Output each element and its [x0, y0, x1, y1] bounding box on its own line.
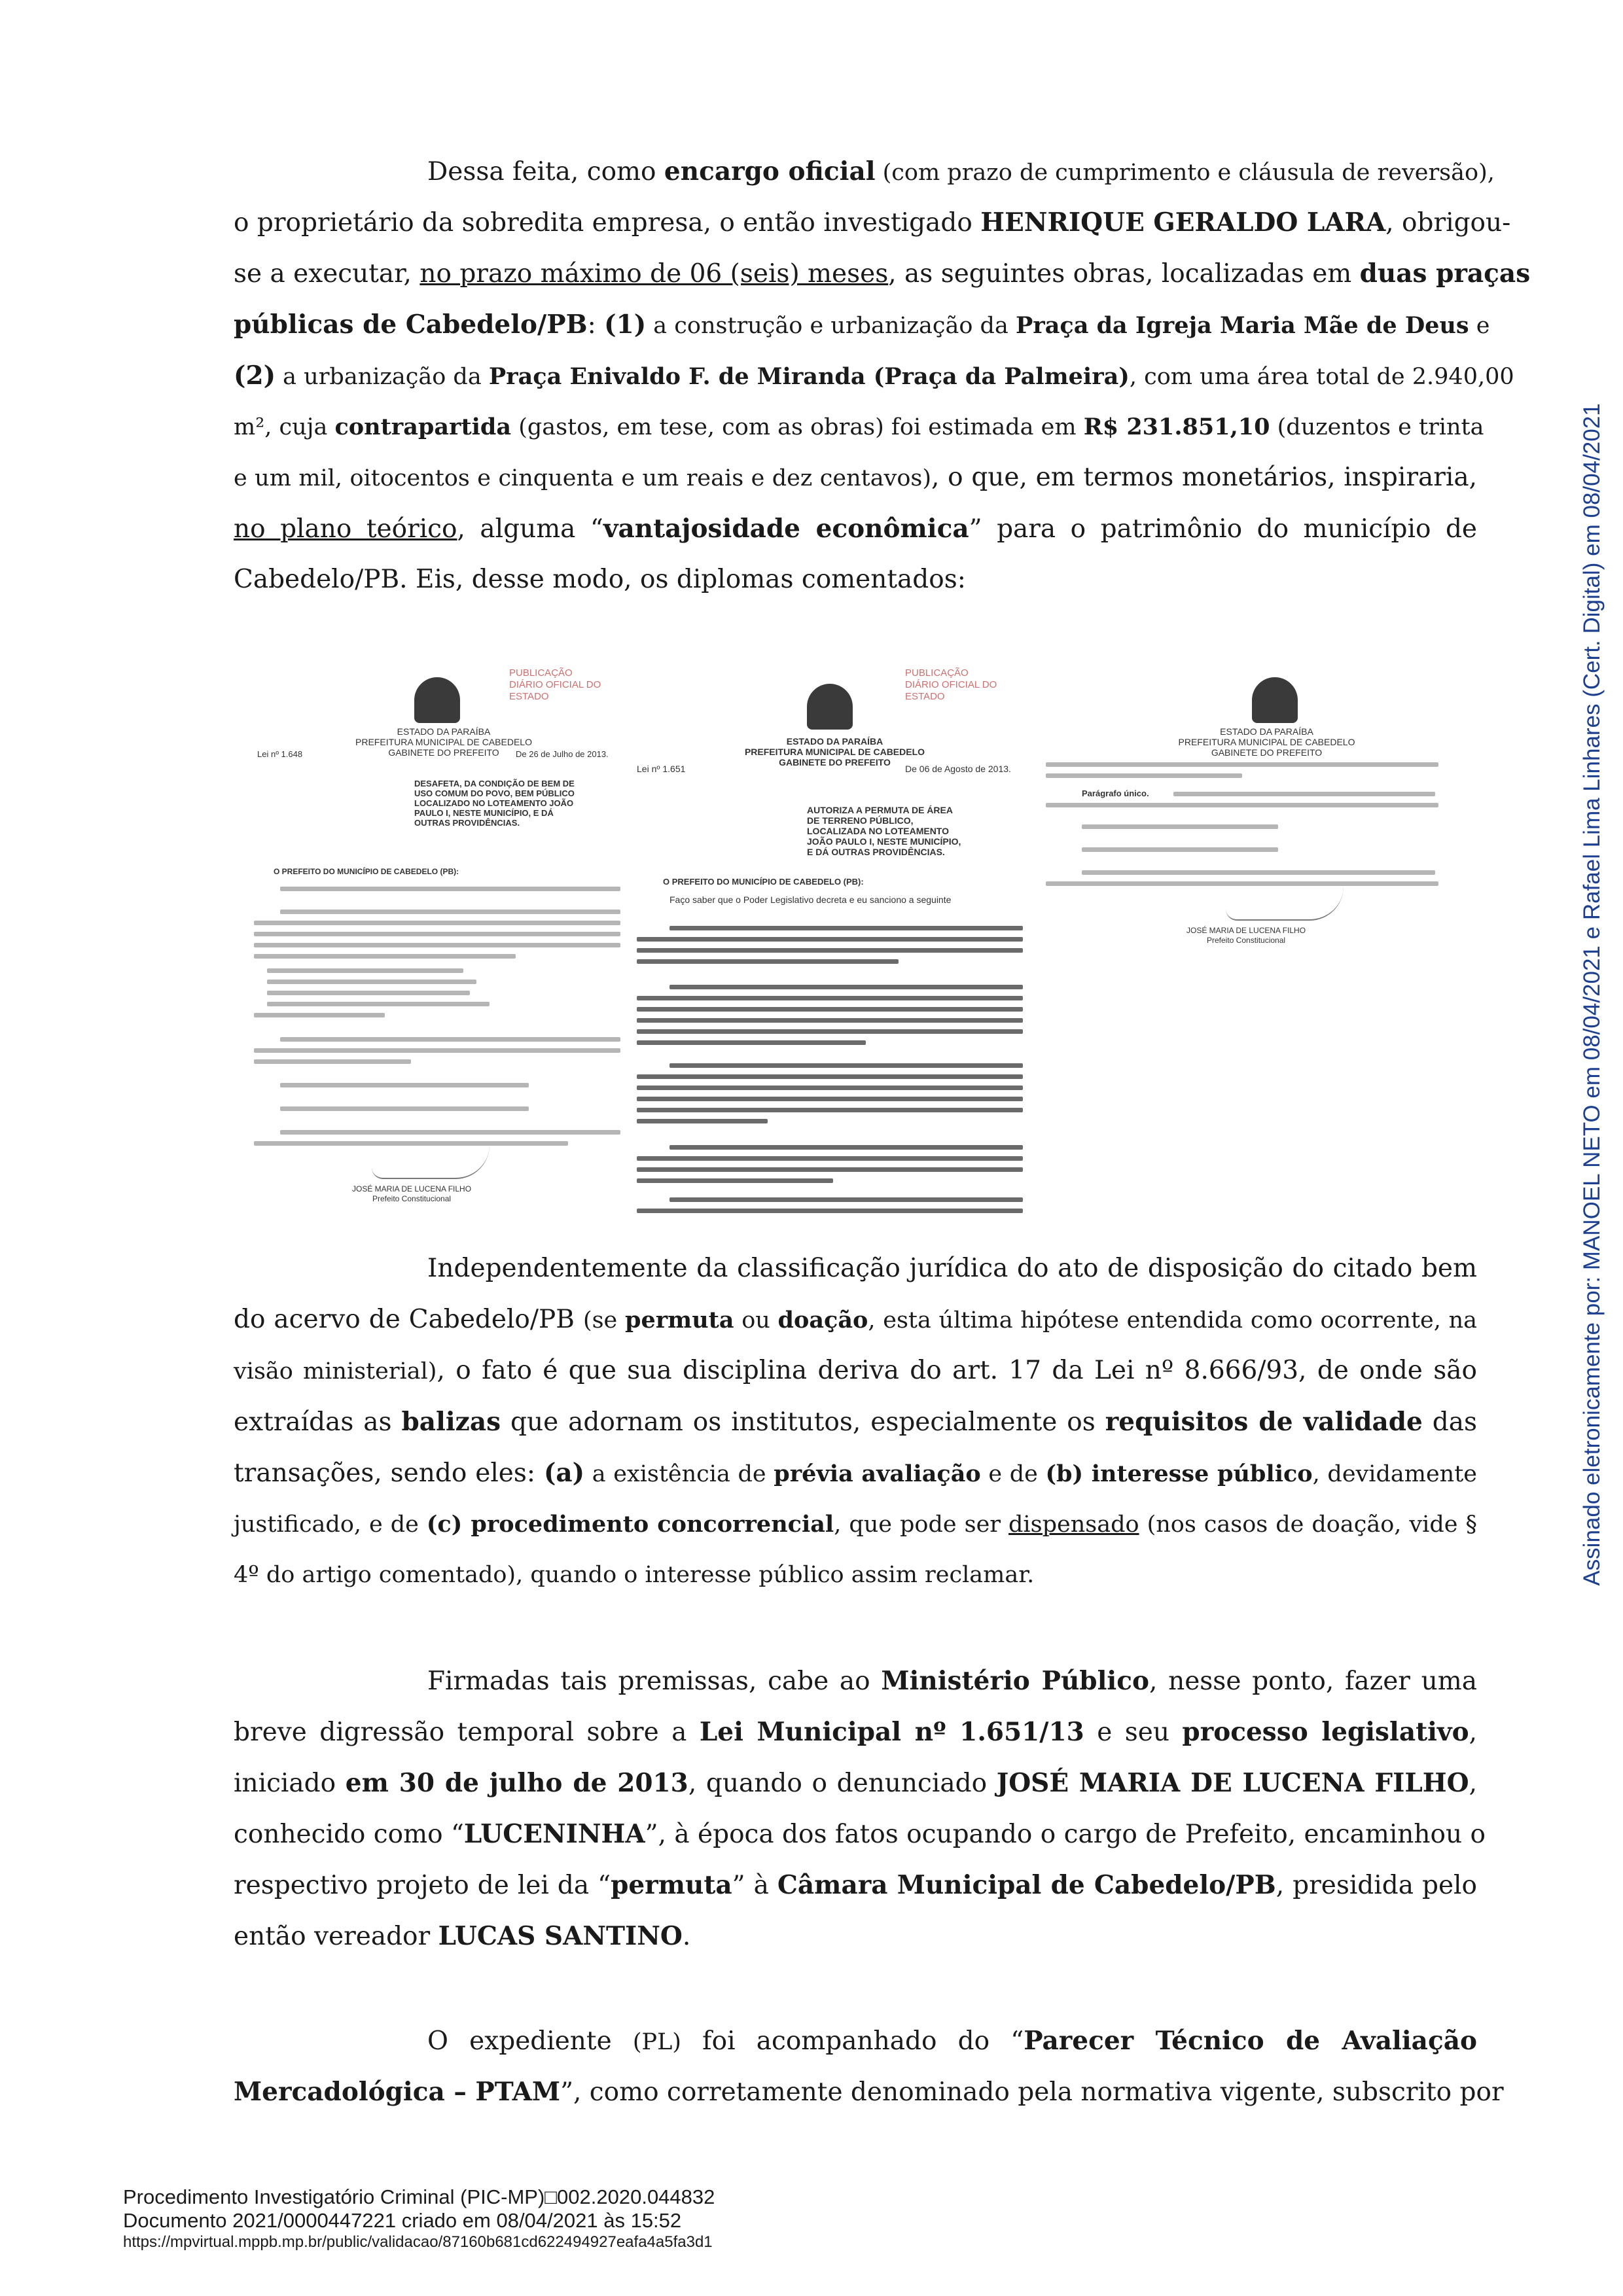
electronic-signature-text: Assinado eletronicamente por: MANOEL NETO em 08/04/2021 e Rafael Lima Linhares (Cert. Digital) em 08/04/2021: [1579, 403, 1605, 1586]
p1-line-8: no plano teórico, alguma “vantajosidade econômica” para o patrimônio do município de: [234, 514, 1477, 544]
doc2-text-line: [637, 959, 899, 964]
doc3-header: ESTADO DA PARAÍBA PREFEITURA MUNICIPAL DE CABEDELO GABINETE DO PREFEITO: [1178, 726, 1355, 758]
p3-line-1: Firmadas tais premissas, cabe ao Ministério Público, nesse ponto, fazer uma: [427, 1666, 1477, 1696]
p1-line-2: o proprietário da sobredita empresa, o então investigado HENRIQUE GERALDO LARA, obrigou-: [234, 207, 1511, 238]
doc1-signature-scribble: [372, 1145, 490, 1179]
doc1-text-line: [267, 980, 476, 984]
doc1-text-line: [254, 1048, 620, 1053]
doc3-text-line: [1046, 803, 1438, 807]
doc3-text-line: [1082, 847, 1278, 852]
doc2-text-line: [637, 1007, 1023, 1012]
doc2-text-line: [637, 1156, 1023, 1161]
doc1-text-line: [267, 991, 470, 995]
p1-line-1: Dessa feita, como encargo oficial (com prazo de cumprimento e cláusula de reversão),: [427, 156, 1495, 186]
p1-line-7: e um mil, oitocentos e cinquenta e um reais e dez centavos), o que, em termos monetários, inspiraria,: [234, 463, 1478, 492]
doc2-text-line: [637, 1108, 1023, 1112]
doc2-ementa: AUTORIZA A PERMUTA DE ÁREA DE TERRENO PÚBLICO, LOCALIZADA NO LOTEAMENTO JOÃO PAULO I, NESTE MUNICÍPIO, E DÁ OUTRAS PROVIDÊNCIAS.: [807, 805, 961, 857]
p2-line-4: extraídas as balizas que adornam os institutos, especialmente os requisitos de validade das: [234, 1407, 1478, 1437]
doc2-intro: Faço saber que o Poder Legislativo decreta e eu sanciono a seguinte: [669, 894, 952, 905]
doc2-text-line: [637, 1178, 833, 1183]
law-1648-document: [254, 664, 633, 1220]
p2-line-1: Independentemente da classificação jurídica do ato de disposição do citado bem: [427, 1254, 1477, 1283]
doc2-text-line: [669, 985, 1023, 989]
doc1-text-line: [280, 887, 620, 891]
doc2-text-line: [637, 1119, 768, 1123]
doc1-text-line: [254, 1059, 411, 1064]
doc1-text-line: [267, 968, 463, 973]
p1-line-5: (2) a urbanização da Praça Enivaldo F. de Miranda (Praça da Palmeira), com uma área total de 2.940,00: [234, 361, 1514, 391]
doc1-lei-number: Lei nº 1.648: [257, 749, 303, 759]
p2-line-2: do acervo de Cabedelo/PB (se permuta ou doação, esta última hipótese entendida como ocorrente, na: [234, 1305, 1477, 1334]
doc2-text-line: [637, 1167, 1023, 1172]
p3-line-3: iniciado em 30 de julho de 2013, quando o denunciado JOSÉ MARIA DE LUCENA FILHO,: [234, 1768, 1477, 1798]
doc1-date: De 26 de Julho de 2013.: [516, 749, 609, 759]
coat-of-arms-icon: [1252, 677, 1298, 723]
doc1-header: ESTADO DA PARAÍBA PREFEITURA MUNICIPAL DE CABEDELO GABINETE DO PREFEITO: [355, 726, 532, 758]
paragraph-2: [234, 1253, 1477, 1619]
doc1-text-line: [280, 1037, 620, 1042]
doc1-text-line: [267, 1002, 490, 1006]
paragraph-3: [234, 1665, 1486, 1979]
doc3-text-line: [1173, 792, 1435, 796]
footer-validation-link[interactable]: https://mpvirtual.mppb.mp.br/public/validacao/87160b681cd622494927eafa4a5fa3d1: [123, 2233, 713, 2251]
document-footer: [123, 2185, 715, 2252]
doc1-text-line: [280, 910, 620, 914]
publication-stamp: PUBLICAÇÃO DIÁRIO OFICIAL DO ESTADO: [905, 667, 997, 702]
p4-line-2: Mercadológica – PTAM”, como corretamente denominado pela normativa vigente, subscrito por: [234, 2077, 1504, 2107]
paragraph-1: [234, 150, 1531, 648]
doc1-signature-block: JOSÉ MARIA DE LUCENA FILHO Prefeito Constitucional: [352, 1184, 472, 1203]
doc3-signature-scribble: [1226, 887, 1344, 921]
doc2-text-line: [637, 1209, 1023, 1213]
doc3-text-line: [1046, 762, 1438, 767]
doc2-text-line: [637, 996, 1023, 1000]
doc3-text-line: [1082, 870, 1435, 875]
doc2-text-line: [637, 1074, 1023, 1079]
law-documents-image: [254, 664, 1491, 1220]
doc2-header: ESTADO DA PARAÍBA PREFEITURA MUNICIPAL DE CABEDELO GABINETE DO PREFEITO: [744, 736, 925, 768]
doc1-prefeito: O PREFEITO DO MUNICÍPIO DE CABEDELO (PB):: [274, 867, 459, 876]
doc2-text-line: [637, 1029, 1023, 1034]
doc2-text-line: [669, 1145, 1023, 1150]
paragraph-4: [234, 2025, 1504, 2117]
doc3-text-line: [1082, 824, 1278, 829]
doc2-text-line: [637, 1097, 1023, 1101]
doc3-text-line: [1046, 881, 1438, 886]
p3-line-4: conhecido como “LUCENINHA”, à época dos fatos ocupando o cargo de Prefeito, encaminhou o: [234, 1819, 1486, 1849]
footer-procedure: Procedimento Investigatório Criminal (PIC-MP)□002.2020.044832: [123, 2185, 715, 2208]
doc2-lei-number: Lei nº 1.651: [637, 764, 686, 774]
doc1-text-line: [254, 943, 620, 947]
law-1651-continuation-document: [1043, 664, 1491, 1220]
footer-document-id: Documento 2021/0000447221 criado em 08/04/2021 às 15:52: [123, 2209, 682, 2232]
publication-stamp: PUBLICAÇÃO DIÁRIO OFICIAL DO ESTADO: [509, 667, 601, 702]
p2-line-5: transações, sendo eles: (a) a existência de prévia avaliação e de (b) interesse público, devidamente: [234, 1458, 1477, 1488]
electronic-signature-note: [1576, 118, 1609, 1871]
doc1-text-line: [254, 921, 620, 925]
doc1-text-line: [254, 932, 620, 936]
doc2-text-line: [669, 1063, 1023, 1068]
doc2-date: De 06 de Agosto de 2013.: [905, 764, 1011, 774]
p1-line-6: m², cuja contrapartida (gastos, em tese, com as obras) foi estimada em R$ 231.851,10 (duzentos e trinta: [234, 414, 1484, 440]
doc2-text-line: [637, 1018, 1023, 1023]
doc2-text-line: [669, 926, 1023, 930]
coat-of-arms-icon: [807, 684, 853, 730]
doc2-prefeito: O PREFEITO DO MUNICÍPIO DE CABEDELO (PB):: [663, 877, 864, 887]
p3-line-5: respectivo projeto de lei da “permuta” à Câmara Municipal de Cabedelo/PB, presidida pelo: [234, 1870, 1477, 1900]
doc1-ementa: DESAFETA, DA CONDIÇÃO DE BEM DE USO COMUM DO POVO, BEM PÚBLICO LOCALIZADO NO LOTEAMENTO JOÃO PAULO I, NESTE MUNICÍPIO, E DÁ OUTRAS PROVIDÊNCIAS.: [414, 779, 575, 828]
doc2-text-line: [637, 937, 1023, 942]
doc2-text-line: [637, 948, 1023, 953]
coat-of-arms-icon: [414, 677, 460, 723]
doc3-paragrafo: Parágrafo único.: [1082, 788, 1149, 798]
p1-line-4: públicas de Cabedelo/PB: (1) a construção e urbanização da Praça da Igreja Maria Mãe de Deus e: [234, 309, 1490, 340]
doc3-text-line: [1046, 773, 1242, 778]
p4-line-1: O expediente (PL) foi acompanhado do “Parecer Técnico de Avaliação: [427, 2026, 1477, 2056]
doc1-text-line: [254, 1013, 385, 1017]
doc3-signature-block: JOSÉ MARIA DE LUCENA FILHO Prefeito Constitucional: [1186, 926, 1306, 945]
p3-line-6: então vereador LUCAS SANTINO.: [234, 1921, 691, 1951]
p1-line-9: Cabedelo/PB. Eis, desse modo, os diplomas comentados:: [234, 565, 966, 594]
p2-line-3: visão ministerial), o fato é que sua disciplina deriva do art. 17 da Lei nº 8.666/93, de onde são: [234, 1356, 1477, 1385]
law-1651-document: [630, 664, 1039, 1220]
doc1-text-line: [280, 1106, 529, 1111]
doc1-text-line: [280, 1130, 620, 1135]
p2-line-6: justificado, e de (c) procedimento concorrencial, que pode ser dispensado (nos casos de doação, vide §: [234, 1511, 1477, 1538]
p1-line-3: se a executar, no prazo máximo de 06 (seis) meses, as seguintes obras, localizadas em duas praças: [234, 258, 1531, 289]
doc1-text-line: [280, 1083, 529, 1087]
p2-line-7: 4º do artigo comentado), quando o interesse público assim reclamar.: [234, 1562, 1035, 1588]
doc2-text-line: [669, 1197, 1023, 1202]
doc2-text-line: [637, 1040, 866, 1045]
doc1-text-line: [254, 954, 516, 959]
doc2-text-line: [637, 1086, 1023, 1090]
p3-line-2: breve digressão temporal sobre a Lei Municipal nº 1.651/13 e seu processo legislativo,: [234, 1717, 1478, 1747]
